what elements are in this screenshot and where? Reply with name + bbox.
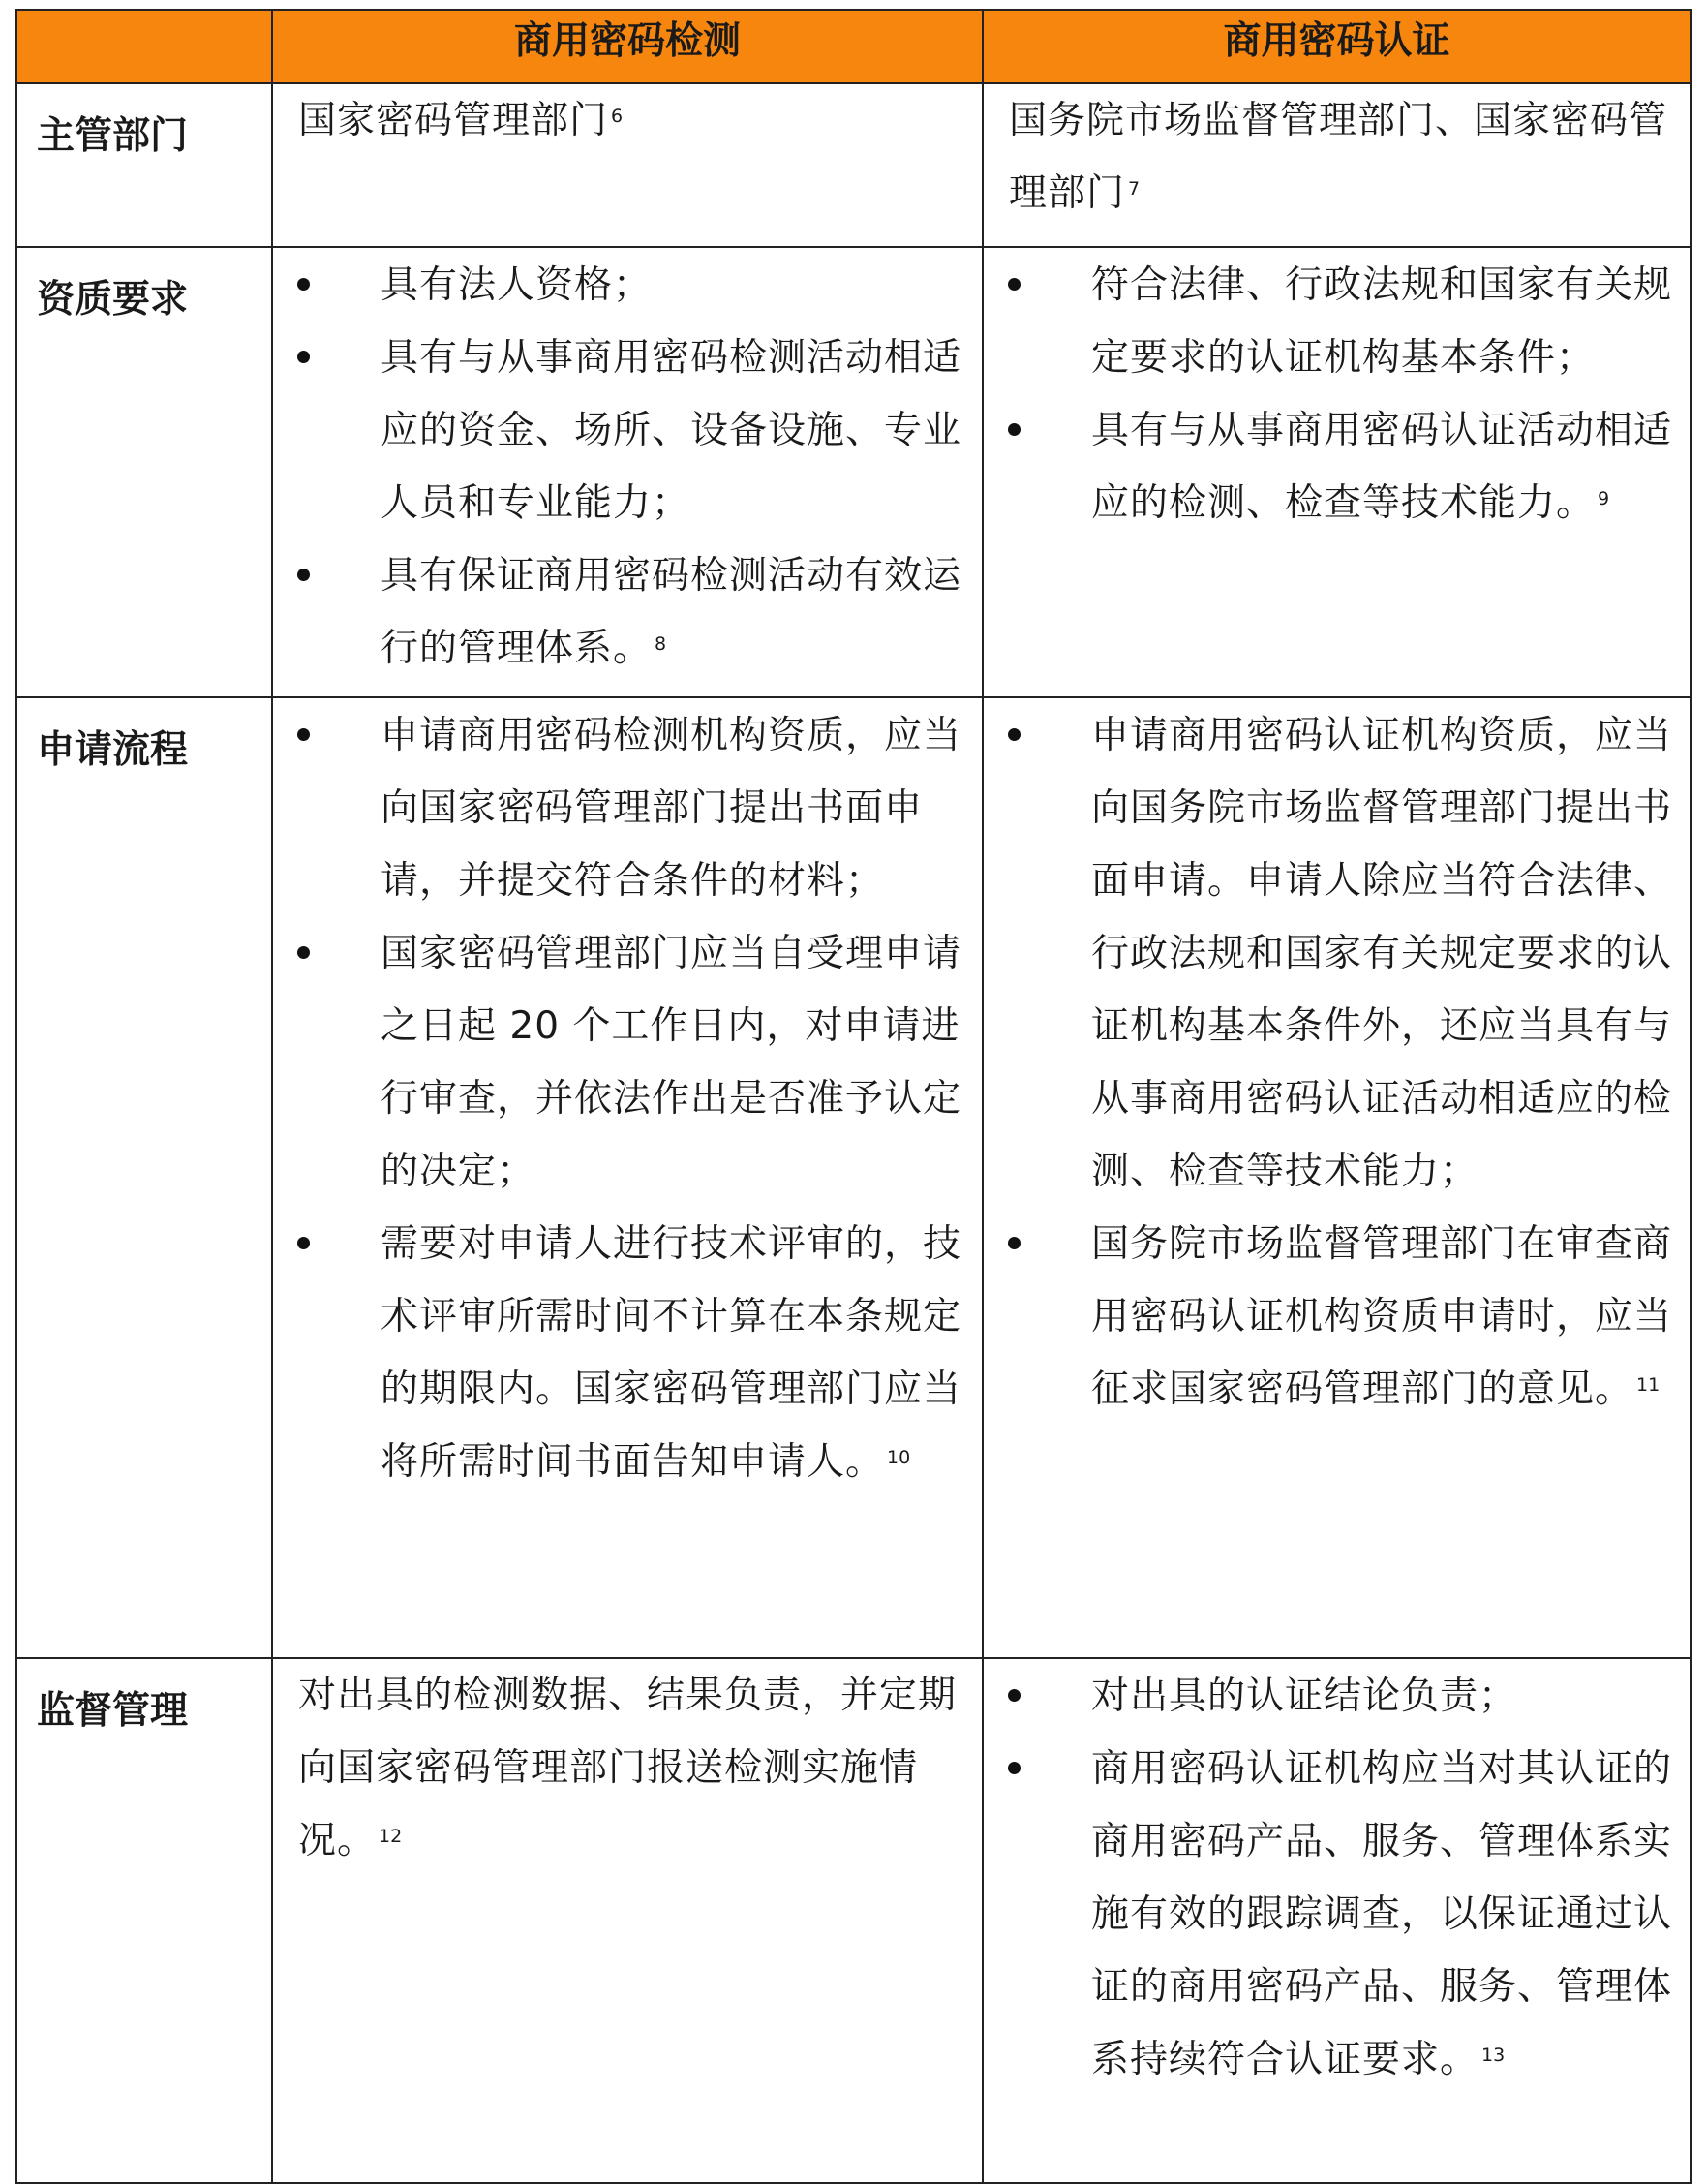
- list-item: 对出具的认证结论负责；: [985, 1660, 1677, 1733]
- bullet-icon: [1008, 278, 1021, 291]
- bullet-icon: [297, 1237, 310, 1249]
- header-testing: 商用密码检测: [272, 10, 983, 83]
- qualification-certification-cell: [983, 247, 1691, 697]
- header-corner-cell: [16, 10, 272, 83]
- supervision-testing-cell: [272, 1658, 983, 2183]
- footnote-10: 10: [887, 1447, 911, 1468]
- authority-certification-text: 国务院市场监督管理部门、国家密码管理部门: [1009, 99, 1668, 215]
- row-qualification: [16, 247, 1691, 697]
- supervision-testing-text: 对出具的检测数据、结果负责，并定期向国家密码管理部门报送检测实施情况。: [298, 1674, 958, 1862]
- row-label-qualification: 资质要求: [16, 247, 272, 697]
- row-label-application: 申请流程: [16, 697, 272, 1658]
- supervision-certification-cell: [983, 1658, 1691, 2183]
- qualification-testing-cell: [272, 247, 983, 697]
- row-authority: [16, 83, 1691, 247]
- footnote-9: 9: [1598, 488, 1610, 509]
- footnote-11: 11: [1636, 1374, 1661, 1396]
- bullet-icon: [297, 728, 310, 741]
- footnote-13: 13: [1481, 2045, 1506, 2066]
- list-item: 具有与从事商用密码认证活动相适应的检测、检查等技术能力。 $^9$: [985, 394, 1677, 539]
- application-certification-list: [985, 699, 1689, 1426]
- footnote-8: 8: [655, 633, 667, 655]
- bullet-icon: [1008, 1237, 1021, 1249]
- bullet-icon: [1008, 1762, 1021, 1774]
- supervision-certification-list: [985, 1660, 1689, 2096]
- authority-testing-cell: [272, 83, 983, 247]
- list-item: 具有法人资格；: [274, 249, 969, 322]
- bullet-icon: [1008, 423, 1021, 436]
- header-row: [16, 10, 1691, 83]
- bullet-icon: [1008, 1689, 1021, 1702]
- list-item: 需要对申请人进行技术评审的，技术评审所需时间不计算在本条规定的期限内。国家密码管理部门应当将所需时间书面告知申请人。 $^{10}$: [274, 1208, 969, 1498]
- footnote-6: 6: [611, 106, 624, 127]
- bullet-icon: [297, 278, 310, 291]
- header-certification: 商用密码认证: [983, 10, 1691, 83]
- list-item: 国务院市场监督管理部门在审查商用密码认证机构资质申请时，应当征求国家密码管理部门的意见。 $^{11}$: [985, 1208, 1677, 1426]
- comparison-table: [15, 9, 1692, 2184]
- list-item: 具有保证商用密码检测活动有效运行的管理体系。 $^8$: [274, 539, 969, 685]
- list-item: 国家密码管理部门应当自受理申请之日起 20 个工作日内，对申请进行审查，并依法作出是否准予认定的决定；: [274, 917, 969, 1208]
- qualification-certification-list: [985, 249, 1689, 539]
- list-item: 具有与从事商用密码检测活动相适应的资金、场所、设备设施、专业人员和专业能力；: [274, 322, 969, 539]
- bullet-icon: [297, 946, 310, 959]
- row-label-supervision: 监督管理: [16, 1658, 272, 2183]
- bullet-icon: [297, 351, 310, 363]
- application-certification-cell: [983, 697, 1691, 1658]
- row-supervision: [16, 1658, 1691, 2183]
- row-application: [16, 697, 1691, 1658]
- footnote-7: 7: [1128, 178, 1141, 200]
- footnote-12: 12: [379, 1826, 403, 1847]
- list-item: 申请商用密码检测机构资质，应当向国家密码管理部门提出书面申请，并提交符合条件的材料；: [274, 699, 969, 917]
- bullet-icon: [1008, 728, 1021, 741]
- authority-testing-text: 国家密码管理部门: [298, 99, 609, 142]
- application-testing-cell: [272, 697, 983, 1658]
- bullet-icon: [297, 569, 310, 581]
- list-item: 申请商用密码认证机构资质，应当向国务院市场监督管理部门提出书面申请。申请人除应当符合法律、行政法规和国家有关规定要求的认证机构基本条件外，还应当具有与从事商用密码认证活动相适应的检测、检查等技术能力；: [985, 699, 1677, 1208]
- row-label-authority: 主管部门: [16, 83, 272, 247]
- qualification-testing-list: [274, 249, 981, 685]
- application-testing-list: [274, 699, 981, 1498]
- list-item: 商用密码认证机构应当对其认证的商用密码产品、服务、管理体系实施有效的跟踪调查，以保证通过认证的商用密码产品、服务、管理体系持续符合认证要求。 $^{13}$: [985, 1733, 1677, 2096]
- authority-certification-cell: [983, 83, 1691, 247]
- list-item: 符合法律、行政法规和国家有关规定要求的认证机构基本条件；: [985, 249, 1677, 394]
